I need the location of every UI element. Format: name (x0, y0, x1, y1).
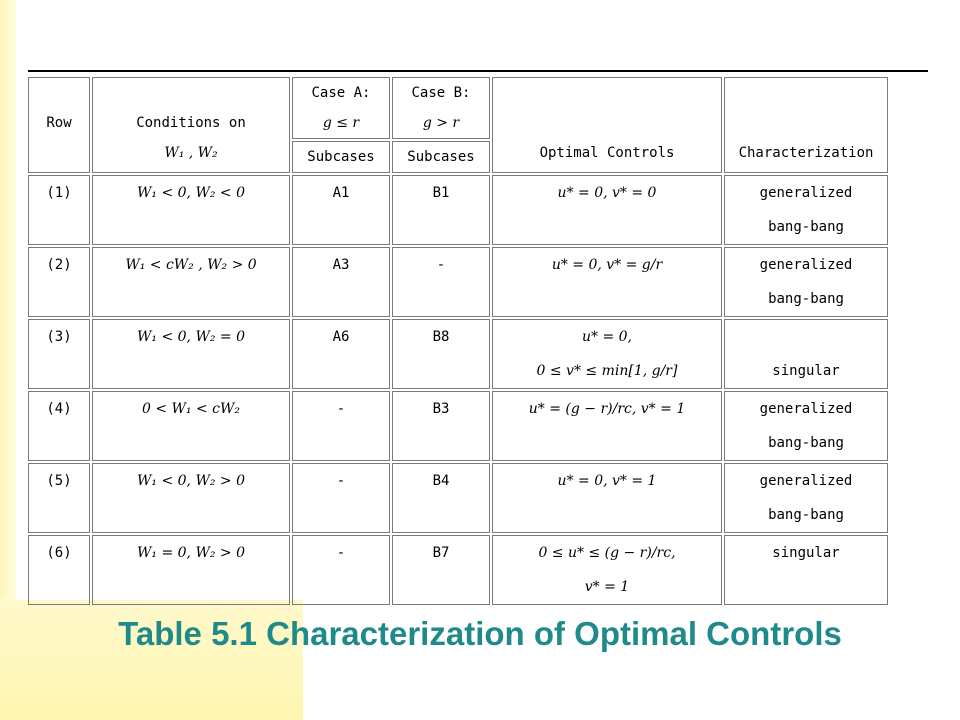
row-subcase-b: - (392, 247, 490, 317)
table-container (16, 70, 930, 600)
row-subcase-a: A1 (292, 175, 390, 245)
row-characterization: singular (724, 319, 888, 389)
row-condition: W₁ = 0, W₂ > 0 (92, 535, 290, 605)
row-optimal-control: u* = 0, v* = 0 (492, 175, 722, 245)
table-caption: Table 5.1 Characterization of Optimal Controls (118, 615, 842, 652)
header-row-label: Row (28, 77, 90, 173)
header-subcases-a: Subcases (292, 141, 390, 173)
row-optimal-control: u* = 0, v* = g/r (492, 247, 722, 317)
row-number: (6) (28, 535, 90, 605)
row-characterization: generalized bang-bang (724, 391, 888, 461)
row-number: (2) (28, 247, 90, 317)
table-top-rule (28, 70, 928, 72)
row-condition: W₁ < 0, W₂ = 0 (92, 319, 290, 389)
row-condition: W₁ < cW₂ , W₂ > 0 (92, 247, 290, 317)
row-subcase-b: B8 (392, 319, 490, 389)
row-number: (4) (28, 391, 90, 461)
row-subcase-b: B3 (392, 391, 490, 461)
row-characterization: generalized bang-bang (724, 463, 888, 533)
row-condition: W₁ < 0, W₂ < 0 (92, 175, 290, 245)
row-subcase-a: - (292, 391, 390, 461)
row-number: (5) (28, 463, 90, 533)
row-number: (3) (28, 319, 90, 389)
row-number: (1) (28, 175, 90, 245)
header-case-a: Case A: g ≤ r (292, 77, 390, 139)
header-conditions: Conditions on W₁ , W₂ (92, 77, 290, 173)
row-subcase-a: A6 (292, 319, 390, 389)
row-characterization: singular (724, 535, 888, 605)
optimal-controls-table (26, 75, 890, 607)
row-optimal-control: u* = 0, 0 ≤ v* ≤ min[1, g/r] (492, 319, 722, 389)
header-optimal-controls: Optimal Controls (492, 77, 722, 173)
table-row (28, 319, 888, 389)
row-characterization: generalized bang-bang (724, 175, 888, 245)
row-characterization: generalized bang-bang (724, 247, 888, 317)
header-row-top (28, 77, 888, 139)
header-characterization: Characterization (724, 77, 888, 173)
row-subcase-a: - (292, 535, 390, 605)
row-subcase-b: B4 (392, 463, 490, 533)
header-case-b: Case B: g > r (392, 77, 490, 139)
row-optimal-control: u* = 0, v* = 1 (492, 463, 722, 533)
row-subcase-a: - (292, 463, 390, 533)
row-subcase-a: A3 (292, 247, 390, 317)
table-row (28, 535, 888, 605)
table-row (28, 391, 888, 461)
row-condition: W₁ < 0, W₂ > 0 (92, 463, 290, 533)
table-row (28, 463, 888, 533)
row-optimal-control: u* = (g − r)/rc, v* = 1 (492, 391, 722, 461)
row-condition: 0 < W₁ < cW₂ (92, 391, 290, 461)
row-subcase-b: B7 (392, 535, 490, 605)
table-row (28, 247, 888, 317)
row-subcase-b: B1 (392, 175, 490, 245)
table-row (28, 175, 888, 245)
header-subcases-b: Subcases (392, 141, 490, 173)
row-optimal-control: 0 ≤ u* ≤ (g − r)/rc, v* = 1 (492, 535, 722, 605)
